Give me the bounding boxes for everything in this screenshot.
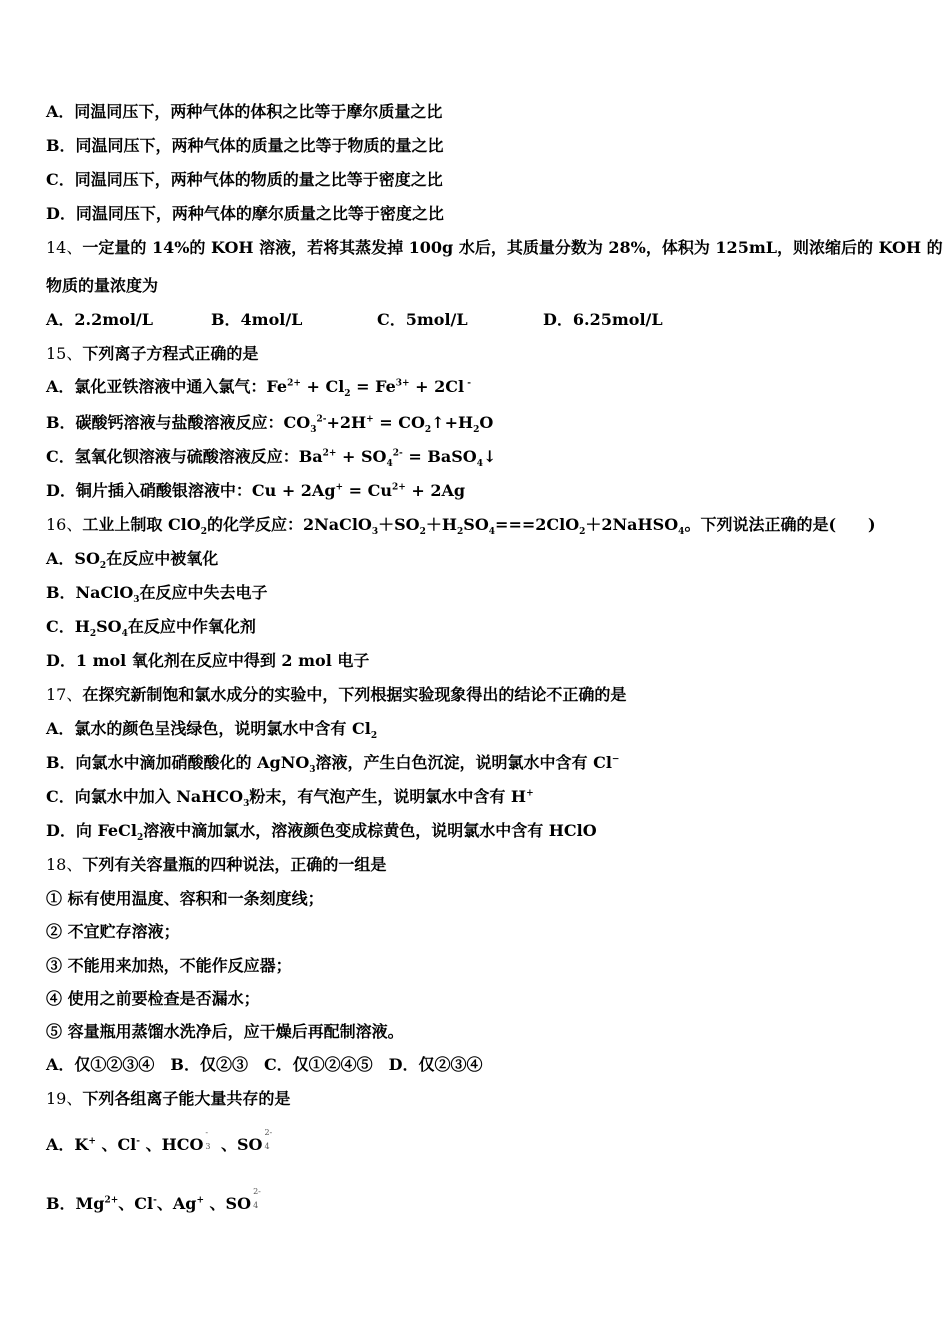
sup: 2+ — [392, 482, 406, 493]
sup: - — [464, 378, 471, 389]
q19-option-a — [46, 1128, 274, 1155]
sup: 2+ — [104, 1195, 119, 1206]
text: = Fe — [350, 377, 396, 396]
text: 在反应中作氧化剂 — [127, 617, 256, 636]
q14-option-a: A．2.2mol/L — [46, 310, 154, 329]
q14-number: 14、 — [46, 238, 83, 257]
charge: 2- — [253, 1187, 261, 1196]
q16-option-c — [46, 617, 256, 640]
sub: 2 — [419, 527, 426, 538]
q18-statement-1: ① 标有使用温度、容积和一条刻度线； — [46, 889, 324, 908]
sup: + — [526, 788, 534, 799]
text: C．氢氧化钡溶液与硫酸溶液反应：Ba — [46, 447, 323, 466]
sub: 4 — [488, 527, 496, 538]
sub: 2 — [579, 527, 586, 538]
text: 溶液，产生白色沉淀，说明氯水中含有 Cl — [315, 753, 612, 772]
text: A．氯水的颜色呈浅绿色，说明氯水中含有 Cl — [46, 719, 371, 738]
q18-number: 18、 — [46, 855, 83, 874]
sup: − — [611, 754, 620, 765]
text: 工业上制取 ClO — [82, 515, 201, 534]
text: + SO — [336, 447, 387, 466]
text: 的化学反应：2NaClO — [206, 515, 372, 534]
sub: 3 — [243, 799, 250, 810]
q14-stem: 一定量的 14%的 KOH 溶液，若将其蒸发掉 100g 水后，其质量分数为 28%，体积为 125mL，则浓缩后的 KOH 的 — [82, 238, 943, 257]
text: B．碳酸钙溶液与盐酸溶液反应：CO — [46, 413, 311, 432]
q15-number: 15、 — [46, 344, 83, 363]
q18-statement-2: ② 不宜贮存溶液； — [46, 922, 180, 941]
sub: 2 — [424, 425, 432, 436]
q14-option-d: D．6.25mol/L — [543, 310, 663, 329]
q16-option-a — [46, 549, 219, 572]
text: C．H — [46, 617, 90, 636]
text: 、Ag — [156, 1194, 197, 1213]
q17-stem: 在探究新制饱和氯水成分的实验中，下列根据实验现象得出的结论不正确的是 — [82, 685, 627, 704]
q18-stem: 下列有关容量瓶的四种说法，正确的一组是 — [82, 855, 387, 874]
sub: 2 — [89, 629, 97, 640]
sub: 4 — [386, 459, 393, 470]
text: D．铜片插入硝酸银溶液中：Cu + 2Ag — [46, 481, 336, 500]
q19-stem: 下列各组离子能大量共存的是 — [82, 1089, 291, 1108]
subscript: 4 — [264, 1142, 270, 1151]
q16-number: 16、 — [46, 515, 83, 534]
sub: 3 — [133, 595, 140, 606]
text: ↓ — [482, 447, 497, 466]
sub: 2 — [99, 561, 107, 572]
q18-statement-5: ⑤ 容量瓶用蒸馏水洗净后，应干燥后再配制溶液。 — [46, 1022, 404, 1041]
q14-option-b: B．4mol/L — [211, 310, 303, 329]
q15-option-a — [46, 377, 471, 400]
text: 、HCO — [140, 1135, 204, 1154]
q17-option-c — [46, 787, 534, 810]
subscript: 3 — [205, 1142, 211, 1151]
text: + 2Ag — [405, 481, 466, 500]
q19-option-b — [46, 1187, 263, 1214]
charge: 2- — [264, 1128, 273, 1137]
sub: 3 — [371, 527, 379, 538]
charge: - — [205, 1128, 209, 1137]
sup: 2+ — [287, 378, 301, 389]
q13-option-c: C．同温同压下，两种气体的物质的量之比等于密度之比 — [46, 170, 443, 189]
q18-statement-4: ④ 使用之前要检查是否漏水； — [46, 989, 260, 1008]
q16-option-d: D．1 mol 氧化剂在反应中得到 2 mol 电子 — [46, 651, 370, 670]
text: ＋2NaHSO — [585, 515, 679, 534]
ion-charge-stack — [251, 1187, 263, 1214]
sup: + — [88, 1136, 96, 1147]
text: + 2Cl — [409, 377, 465, 396]
text: ＋H — [425, 515, 458, 534]
q13-option-a: A．同温同压下，两种气体的体积之比等于摩尔质量之比 — [46, 102, 443, 121]
sub: 2 — [136, 833, 144, 844]
text: B．向氯水中滴加硝酸酸化的 AgNO — [46, 753, 310, 772]
sub: 4 — [476, 459, 483, 470]
text: B．Mg — [46, 1194, 105, 1213]
q18-statement-3: ③ 不能用来加热，不能作反应器； — [46, 956, 292, 975]
sub: 2 — [473, 425, 480, 436]
q13-option-d: D．同温同压下，两种气体的摩尔质量之比等于密度之比 — [46, 204, 444, 223]
q17-option-b — [46, 753, 620, 776]
q13-option-b: B．同温同压下，两种气体的质量之比等于物质的量之比 — [46, 136, 444, 155]
q14-stem-line2: 物质的量浓度为 — [46, 276, 159, 295]
q15-stem-line — [46, 344, 258, 364]
q15-stem: 下列离子方程式正确的是 — [82, 344, 259, 363]
sub: 2 — [457, 527, 464, 538]
text: SO — [463, 515, 489, 534]
text: SO — [96, 617, 122, 636]
sup: 2- — [392, 448, 403, 459]
sub: 4 — [121, 629, 128, 640]
text: A．SO — [46, 549, 100, 568]
text: ===2ClO — [495, 515, 580, 534]
text: A．K — [46, 1135, 89, 1154]
sub: 4 — [678, 527, 685, 538]
sup: 2+ — [322, 448, 337, 459]
q18-stem-line — [46, 855, 386, 875]
ion-charge-stack — [203, 1128, 215, 1155]
text: C．向氯水中加入 NaHCO — [46, 787, 244, 806]
sup: 3+ — [395, 378, 410, 389]
sup: - — [153, 1195, 157, 1206]
q15-option-c — [46, 447, 497, 470]
text: A．氯化亚铁溶液中通入氯气：Fe — [46, 377, 288, 396]
subscript: 4 — [253, 1201, 259, 1210]
sup: + — [335, 482, 344, 493]
text: 、Cl — [118, 1194, 154, 1213]
text: 粉末，有气泡产生，说明氯水中含有 H — [249, 787, 527, 806]
sub: 2 — [200, 527, 207, 538]
text: D．向 FeCl — [46, 821, 137, 840]
q19-stem-line — [46, 1089, 290, 1109]
q17-option-a — [46, 719, 378, 742]
q16-option-b — [46, 583, 268, 606]
ion-charge-stack — [262, 1128, 274, 1155]
text: + Cl — [300, 377, 345, 396]
sup: + — [366, 414, 374, 425]
sup: 2- — [316, 414, 327, 425]
sub: 3 — [310, 425, 317, 436]
text: 。下列说法正确的是( ) — [684, 515, 876, 534]
q14-option-c: C．5mol/L — [377, 310, 468, 329]
sub: 2 — [344, 389, 351, 400]
text: 、SO — [203, 1194, 252, 1213]
text: +2H — [326, 413, 367, 432]
text: = Cu — [343, 481, 392, 500]
q17-number: 17、 — [46, 685, 83, 704]
q15-option-b — [46, 413, 494, 436]
text: 溶液中滴加氯水，溶液颜色变成棕黄色，说明氯水中含有 HClO — [143, 821, 597, 840]
text: 、Cl — [95, 1135, 137, 1154]
q19-number: 19、 — [46, 1089, 83, 1108]
text: 在反应中失去电子 — [139, 583, 268, 602]
text: B．NaClO — [46, 583, 134, 602]
q18-options: A．仅①②③④ B．仅②③ C．仅①②④⑤ D．仅②③④ — [46, 1055, 483, 1074]
text: 在反应中被氧化 — [106, 549, 219, 568]
sup: - — [136, 1136, 141, 1147]
q15-option-d — [46, 481, 465, 501]
sub: 2 — [370, 731, 378, 742]
text: ＋SO — [378, 515, 420, 534]
text: O — [479, 413, 494, 432]
sub: 3 — [309, 765, 316, 776]
text: = BaSO — [402, 447, 477, 466]
text: = CO — [373, 413, 425, 432]
q17-stem-line — [46, 685, 626, 705]
q14-stem-line1 — [46, 238, 943, 258]
q16-stem-line — [46, 515, 876, 538]
q17-option-d — [46, 821, 597, 844]
sup: + — [196, 1195, 204, 1206]
text: 、SO — [215, 1135, 263, 1154]
text: ↑+H — [431, 413, 474, 432]
